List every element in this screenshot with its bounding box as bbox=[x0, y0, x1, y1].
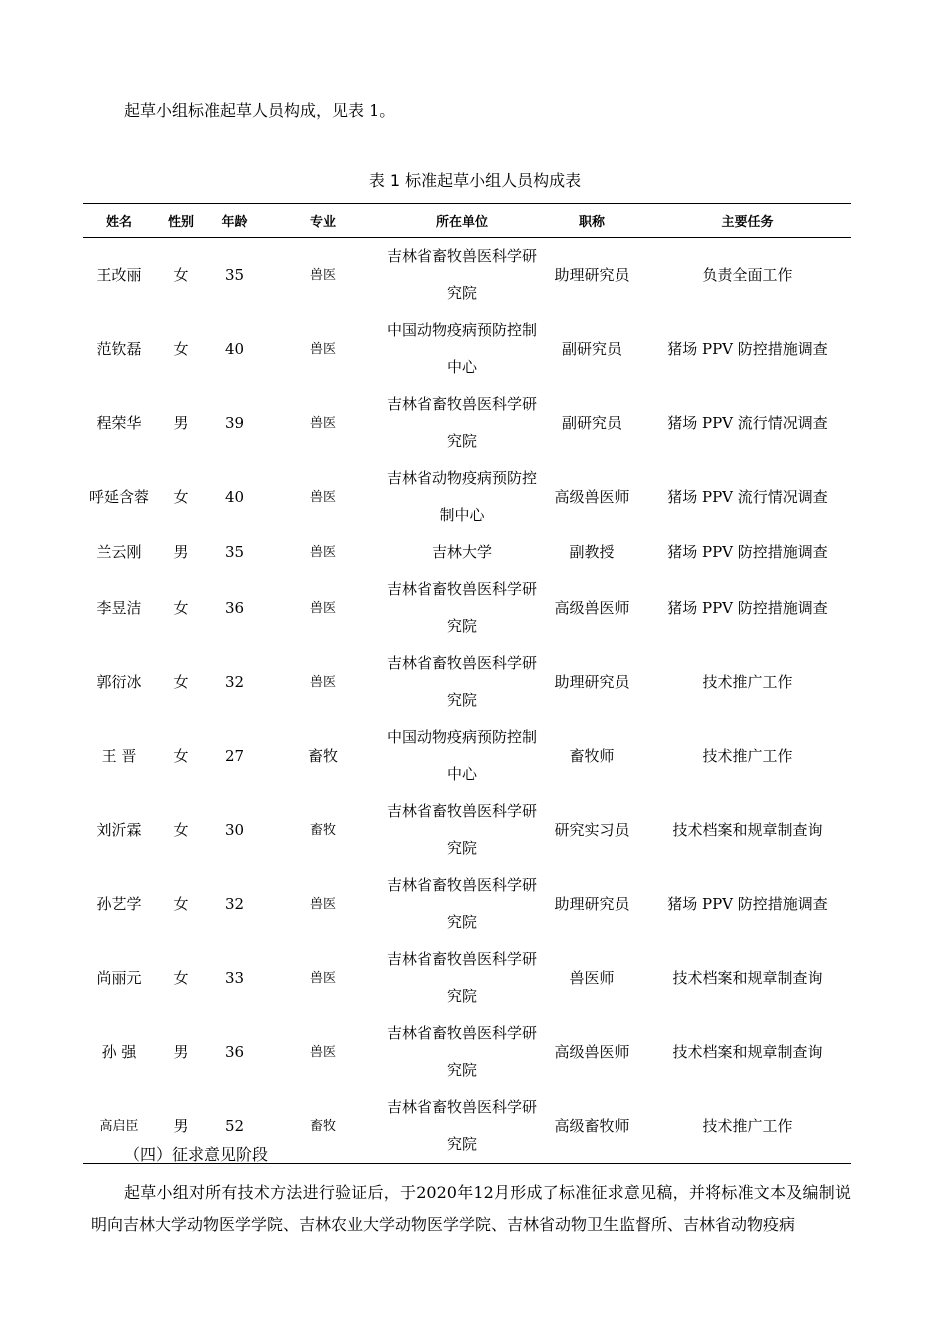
cell-title: 助理研究员 bbox=[554, 672, 630, 691]
section-heading: （四）征求意见阶段 bbox=[124, 1145, 269, 1164]
cell-age: 30 bbox=[224, 820, 245, 839]
table-caption: 表 1 标准起草小组人员构成表 bbox=[368, 171, 582, 190]
cell-unit: 中国动物疫病预防控制中心 bbox=[386, 728, 537, 783]
cell-task: 技术档案和规章制查询 bbox=[672, 820, 823, 839]
cell-unit: 吉林省畜牧兽医科学研究院 bbox=[386, 1024, 537, 1079]
header-task: 主要任务 bbox=[721, 215, 774, 230]
cell-major: 畜牧 bbox=[309, 1118, 336, 1134]
cell-age: 33 bbox=[224, 968, 245, 987]
cell-title: 助理研究员 bbox=[554, 265, 630, 284]
cell-major: 兽医 bbox=[309, 341, 336, 357]
header-unit: 所在单位 bbox=[435, 215, 488, 230]
cell-gender: 男 bbox=[173, 413, 189, 432]
header-title: 职称 bbox=[578, 215, 605, 230]
cell-gender: 女 bbox=[173, 265, 189, 284]
cell-task: 技术推广工作 bbox=[702, 746, 793, 765]
table-row bbox=[83, 867, 851, 941]
header-age: 年龄 bbox=[221, 215, 248, 230]
cell-unit: 吉林省畜牧兽医科学研究院 bbox=[386, 580, 537, 635]
cell-gender: 男 bbox=[173, 543, 189, 561]
cell-task: 猪场 PPV 流行情况调查 bbox=[667, 413, 828, 432]
cell-title: 兽医师 bbox=[569, 968, 615, 987]
cell-unit: 中国动物疫病预防控制中心 bbox=[386, 321, 537, 376]
table-row bbox=[83, 645, 851, 719]
cell-major: 兽医 bbox=[309, 415, 336, 431]
cell-name: 郭衍冰 bbox=[96, 672, 142, 691]
cell-gender: 男 bbox=[173, 1116, 189, 1135]
table-row bbox=[83, 1015, 851, 1089]
table-row bbox=[83, 793, 851, 867]
cell-gender: 女 bbox=[173, 598, 189, 617]
cell-major: 兽医 bbox=[309, 600, 336, 616]
cell-unit: 吉林省畜牧兽医科学研究院 bbox=[386, 395, 537, 450]
cell-unit: 吉林省畜牧兽医科学研究院 bbox=[386, 247, 537, 302]
cell-major: 畜牧 bbox=[307, 746, 338, 765]
cell-title: 高级兽医师 bbox=[554, 1042, 630, 1061]
cell-unit: 吉林省畜牧兽医科学研究院 bbox=[386, 950, 537, 1005]
cell-task: 技术推广工作 bbox=[702, 1116, 793, 1135]
table-row bbox=[83, 534, 851, 571]
cell-name: 李昱洁 bbox=[96, 598, 142, 617]
cell-name: 呼延含蓉 bbox=[88, 487, 149, 506]
cell-major: 畜牧 bbox=[309, 822, 336, 838]
cell-task: 猪场 PPV 防控措施调查 bbox=[667, 598, 828, 617]
cell-title: 副教授 bbox=[569, 543, 615, 561]
cell-age: 27 bbox=[224, 746, 245, 765]
cell-age: 36 bbox=[224, 1042, 245, 1061]
cell-gender: 男 bbox=[173, 1042, 189, 1061]
cell-gender: 女 bbox=[173, 746, 189, 765]
table-row bbox=[83, 941, 851, 1015]
cell-major: 兽医 bbox=[309, 489, 336, 505]
header-name: 姓名 bbox=[105, 215, 132, 230]
cell-title: 助理研究员 bbox=[554, 894, 630, 913]
cell-title: 副研究员 bbox=[561, 413, 622, 432]
cell-unit: 吉林省畜牧兽医科学研究院 bbox=[386, 654, 537, 709]
cell-unit: 吉林省动物疫病预防控制中心 bbox=[386, 469, 537, 524]
table-header-row bbox=[83, 204, 851, 238]
cell-age: 35 bbox=[224, 265, 245, 284]
cell-gender: 女 bbox=[173, 820, 189, 839]
table-row bbox=[83, 238, 851, 313]
cell-task: 技术档案和规章制查询 bbox=[672, 1042, 823, 1061]
cell-age: 40 bbox=[224, 487, 245, 506]
cell-name: 尚丽元 bbox=[96, 968, 142, 987]
cell-age: 32 bbox=[224, 894, 245, 913]
cell-name: 范钦磊 bbox=[96, 339, 142, 358]
cell-unit: 吉林省畜牧兽医科学研究院 bbox=[386, 1098, 537, 1153]
cell-major: 兽医 bbox=[309, 1044, 336, 1060]
cell-task: 技术推广工作 bbox=[702, 672, 793, 691]
cell-task: 猪场 PPV 防控措施调查 bbox=[667, 894, 828, 913]
cell-name: 程荣华 bbox=[96, 413, 142, 432]
cell-task: 技术档案和规章制查询 bbox=[672, 968, 823, 987]
cell-major: 兽医 bbox=[309, 896, 336, 912]
cell-title: 高级畜牧师 bbox=[554, 1116, 630, 1135]
cell-unit: 吉林大学 bbox=[431, 543, 492, 561]
table-row bbox=[83, 460, 851, 534]
cell-age: 36 bbox=[224, 598, 245, 617]
table-row bbox=[83, 719, 851, 793]
cell-title: 高级兽医师 bbox=[554, 487, 630, 506]
cell-age: 40 bbox=[224, 339, 245, 358]
cell-name: 兰云刚 bbox=[96, 543, 142, 561]
cell-title: 副研究员 bbox=[561, 339, 622, 358]
cell-name: 孙 强 bbox=[101, 1042, 137, 1061]
cell-major: 兽医 bbox=[309, 674, 336, 690]
cell-title: 畜牧师 bbox=[569, 746, 615, 765]
cell-name: 刘沂霖 bbox=[96, 820, 142, 839]
cell-gender: 女 bbox=[173, 487, 189, 506]
cell-task: 负责全面工作 bbox=[702, 265, 793, 284]
cell-name: 王 晋 bbox=[101, 746, 137, 765]
cell-gender: 女 bbox=[173, 672, 189, 691]
staff-table bbox=[83, 203, 851, 1164]
cell-age: 39 bbox=[224, 413, 245, 432]
cell-major: 兽医 bbox=[309, 970, 336, 986]
header-major: 专业 bbox=[309, 215, 336, 230]
cell-task: 猪场 PPV 流行情况调查 bbox=[667, 487, 828, 506]
cell-age: 32 bbox=[224, 672, 245, 691]
cell-title: 高级兽医师 bbox=[554, 598, 630, 617]
cell-task: 猪场 PPV 防控措施调查 bbox=[667, 543, 828, 561]
cell-gender: 女 bbox=[173, 339, 189, 358]
intro-text: 起草小组标准起草人员构成，见表 1。 bbox=[124, 101, 396, 120]
table-row bbox=[83, 386, 851, 460]
section-paragraph: 起草小组对所有技术方法进行验证后，于2020年12月形成了标准征求意见稿，并将标准文本及编制说明向吉林大学动物医学学院、吉林农业大学动物医学学院、吉林省动物卫生监督所、吉林省动物疫病 bbox=[91, 1183, 851, 1234]
cell-gender: 女 bbox=[173, 894, 189, 913]
header-gender: 性别 bbox=[167, 215, 194, 230]
cell-unit: 吉林省畜牧兽医科学研究院 bbox=[386, 876, 537, 931]
cell-name: 高启臣 bbox=[99, 1118, 139, 1134]
cell-age: 35 bbox=[224, 543, 245, 561]
cell-age: 52 bbox=[224, 1116, 245, 1135]
cell-task: 猪场 PPV 防控措施调查 bbox=[667, 339, 828, 358]
cell-name: 孙艺学 bbox=[96, 894, 142, 913]
table-row bbox=[83, 312, 851, 386]
cell-major: 兽医 bbox=[309, 267, 336, 283]
cell-gender: 女 bbox=[173, 968, 189, 987]
table-row bbox=[83, 571, 851, 645]
cell-name: 王改丽 bbox=[96, 265, 142, 284]
cell-title: 研究实习员 bbox=[554, 820, 630, 839]
cell-major: 兽医 bbox=[309, 545, 336, 560]
cell-unit: 吉林省畜牧兽医科学研究院 bbox=[386, 802, 537, 857]
